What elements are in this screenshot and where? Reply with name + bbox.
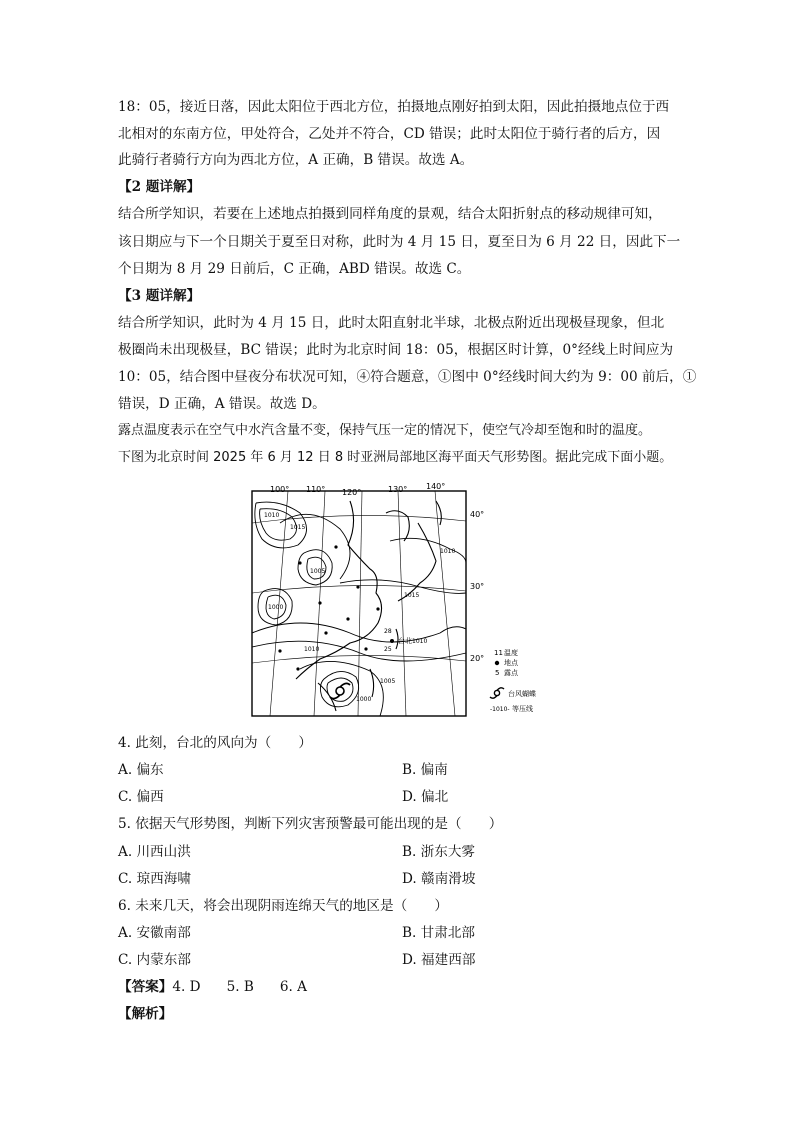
legend-isobar-value: -1010- (490, 706, 510, 713)
option-a: A. 偏东 (118, 762, 164, 778)
legend-typhoon-label: 台风蝴蝶 (508, 690, 536, 698)
isobars (252, 502, 466, 716)
answer-item: 5. B (226, 979, 254, 995)
option-d: D. 赣南滑坡 (402, 871, 476, 887)
analysis-heading: 【解析】 (118, 1006, 173, 1022)
legend-temp-label: 温度 (504, 649, 518, 657)
text-line: 此骑行者骑行方向为西北方位，A 正确，B 错误。故选 A。 (118, 152, 474, 168)
legend-isobar-label: 等压线 (512, 705, 533, 713)
answer-item: 4. D (172, 979, 201, 995)
map-legend (490, 648, 536, 713)
option-a: A. 川西山洪 (118, 844, 191, 860)
answer-item: 6. A (279, 979, 307, 995)
option-c: C. 偏西 (118, 789, 164, 805)
station-dew: 25 (384, 646, 392, 653)
option-d: D. 福建西部 (402, 952, 476, 968)
text-line: 10：05，结合图中昼夜分布状况可知，④符合题意，①图中 0°经线时间大约为 9：00 前后，① (118, 369, 697, 385)
isobar-label: 1000 (268, 604, 284, 611)
answer-line (118, 978, 307, 996)
city-label-taipei: 台北 (398, 637, 412, 645)
text-line: 错误，D 正确，A 错误。故选 D。 (118, 396, 326, 412)
text-line: 该日期应与下一个日期关于夏至日对称，此时为 4 月 15 日，夏至日为 6 月 22 日，因此下一 (118, 234, 681, 250)
text-line: 结合所学知识，若要在上述地点拍摄到同样角度的景观，结合太阳折射点的移动规律可知， (118, 206, 662, 222)
station-dot (390, 639, 394, 643)
weather-map (240, 483, 536, 719)
text-line: 下图为北京时间 2025 年 6 月 12 日 8 时亚洲局部地区海平面天气形势图。据此完成下面小题。 (118, 450, 673, 465)
station-temp: 28 (384, 628, 392, 635)
legend-dew-value: 5 (495, 669, 500, 677)
legend-dew-label: 露点 (504, 669, 518, 677)
isobar-label: 1015 (290, 524, 306, 531)
isobar-label: 1015 (404, 592, 420, 599)
lat-label: 30° (470, 582, 485, 591)
graticule (252, 491, 466, 716)
text-line: 18：05，接近日落，因此太阳位于西北方位，拍摄地点刚好拍到太阳，因此拍摄地点位于西 (118, 99, 670, 115)
coastline (296, 501, 441, 711)
option-c: C. 琼西海啸 (118, 871, 191, 887)
isobar-label: 1010 (440, 548, 456, 555)
option-b: B. 浙东大雾 (402, 844, 476, 860)
section-heading: 【3 题详解】 (118, 288, 201, 304)
station-dots (278, 545, 379, 670)
isobar-label: 1010 (264, 512, 280, 519)
answer-label: 【答案】 (118, 979, 173, 995)
text-line: 个日期为 8 月 29 日前后，C 正确，ABD 错误。故选 C。 (118, 261, 471, 277)
map-frame (252, 491, 466, 716)
isobar-label: 1000 (356, 696, 372, 703)
option-b: B. 偏南 (402, 762, 448, 778)
text-line: 结合所学知识，此时为 4 月 15 日，此时太阳直射北半球，北极点附近出现极昼现象，但北 (118, 315, 665, 331)
legend-point-label: 地点 (504, 659, 518, 667)
legend-point-icon (495, 661, 499, 665)
legend-temp-value: 11 (494, 649, 503, 657)
lon-label: 130° (388, 485, 408, 494)
typhoon-icon (330, 683, 350, 698)
isobar-label: 1010 (304, 646, 320, 653)
text-line: 露点温度表示在空气中水汽含量不变，保持气压一定的情况下，使空气冷却至饱和时的温度。 (118, 423, 652, 438)
option-d: D. 偏北 (402, 789, 449, 805)
option-c: C. 内蒙东部 (118, 952, 191, 968)
lon-label: 120° (342, 488, 362, 497)
option-a: A. 安徽南部 (118, 925, 191, 941)
isobar-label: 1005 (380, 678, 396, 685)
lon-label: 110° (306, 485, 326, 494)
isobar-label: 1005 (310, 568, 326, 575)
lat-label: 20° (470, 654, 485, 663)
option-b: B. 甘肃北部 (402, 925, 476, 941)
lat-label: 40° (470, 510, 485, 519)
legend-typhoon-icon (490, 688, 504, 698)
text-line: 北相对的东南方位，甲处符合，乙处并不符合，CD 错误；此时太阳位于骑行者的后方，因 (118, 126, 661, 142)
lon-label: 100° (270, 485, 290, 494)
question-stem: 4. 此刻，台北的风向为（ ） (118, 735, 313, 751)
isobar-label: 1010 (412, 638, 428, 645)
text-line: 极圈尚未出现极昼，BC 错误；此时为北京时间 18：05，根据区时计算，0°经线上时间应为 (118, 342, 674, 358)
question-stem: 5. 依据天气形势图，判断下列灾害预警最可能出现的是（ ） (118, 816, 503, 832)
lon-label: 140° (426, 483, 446, 491)
question-stem: 6. 未来几天，将会出现阴雨连绵天气的地区是（ ） (118, 898, 448, 914)
section-heading: 【2 题详解】 (118, 179, 201, 195)
